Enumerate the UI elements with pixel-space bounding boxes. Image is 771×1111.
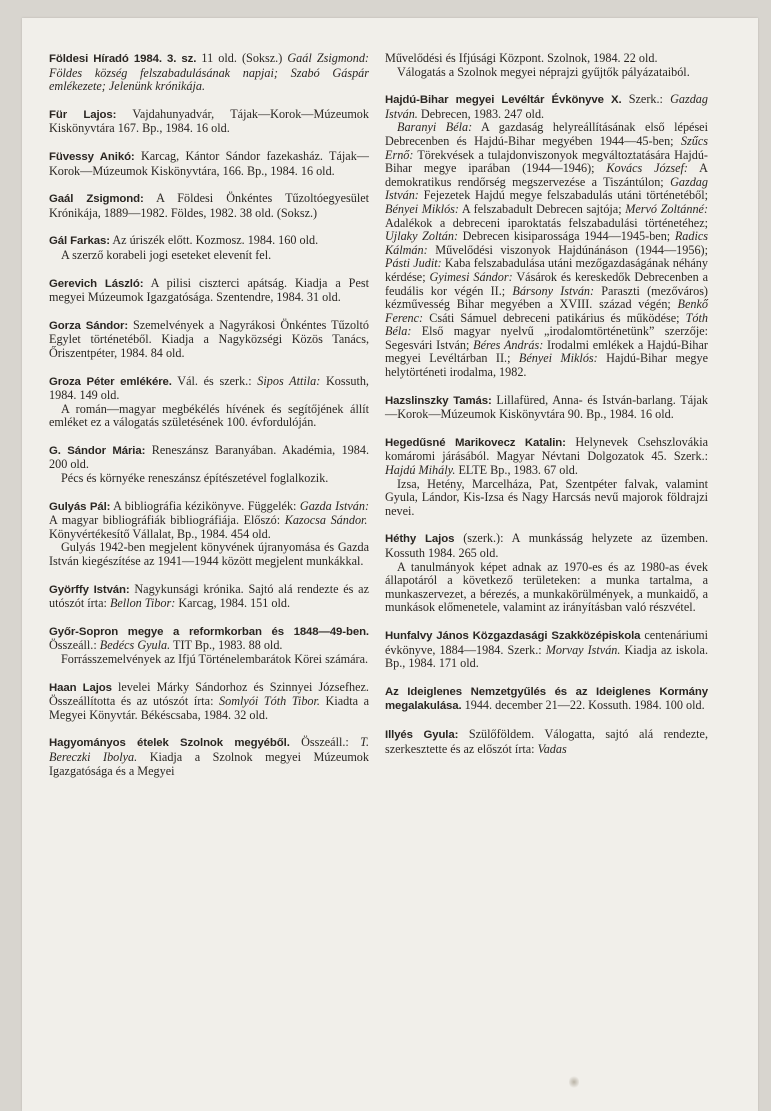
italic-text: T. Bereczki Ibolya. (49, 735, 369, 764)
entry-citation (49, 277, 369, 305)
entry-citation (49, 736, 369, 778)
bibliography-entry (49, 277, 369, 305)
entry-citation (49, 500, 369, 542)
entry-text: Lillafüred, Anna- és István-barlang. Tájak—Korok—Múzeumok Kiskönyvtára 90. Bp., 1984. 16 old. (385, 392, 708, 422)
entry-citation (49, 192, 369, 220)
entry-heading: Füvessy Anikó: (49, 150, 135, 163)
entry-citation (385, 52, 708, 66)
italic-text: Pásti Judit: (385, 256, 442, 271)
entry-heading: Hazslinszky Tamás: (385, 394, 492, 407)
entry-text: centenáriumi évkönyve, 1884—1984. Szerk.: (385, 627, 708, 657)
italic-text: Tóth Béla: (385, 310, 708, 339)
entry-heading: Groza Péter emlékére. (49, 375, 172, 388)
entry-text: ELTE Bp., 1983. 67 old. (455, 463, 578, 478)
bibliography-entry (49, 192, 369, 220)
bibliography-entry (49, 583, 369, 611)
entry-text: Könyvértékesítő Vállalat, Bp., 1984. 454 old. (49, 526, 271, 541)
entry-text: Debrecen kisiparossága 1944—1945-ben; (458, 229, 675, 244)
italic-text: Szűcs Ernő: (385, 133, 708, 162)
entry-annotation: A román—magyar megbékélés hívének és segítőjének állít emléket ez a válogatás születésének 100. évfordulóján. (49, 401, 369, 430)
entry-text: Paraszti (mezőváros) kézművesség Bihar megyében a XVIII. század végén; (385, 283, 708, 312)
italic-text: Vadas (537, 741, 567, 756)
italic-text: Kazocsa Sándor. (284, 513, 368, 528)
entry-citation (49, 319, 369, 361)
entry-heading: Gerevich László: (49, 277, 144, 290)
entry-heading: Hegedűsné Marikovecz Katalin: (385, 436, 566, 449)
italic-text: Sipos Attila: (257, 373, 321, 388)
italic-text: Hajdú Mihály. (385, 463, 456, 478)
entry-text: A felszabadult Debrecen sajtója; (458, 201, 626, 216)
entry-text: 1944. december 21—22. Kossuth. 1984. 100 old. (461, 698, 705, 713)
entry-text: Törekvések a tulajdonviszonyok megváltoztatására Hajdú-Bihar megye iparában (1944—1946); (385, 147, 708, 176)
entry-citation (49, 52, 369, 94)
entry-heading: Hajdú-Bihar megyei Levéltár Évkönyve X. (385, 94, 622, 107)
italic-text: Gazdag István: (385, 174, 708, 203)
italic-text: Gyimesi Sándor: (429, 269, 513, 284)
entry-annotation: A szerző korabeli jogi eseteket elevenít fel. (61, 247, 272, 262)
entry-text: Szerk.: (621, 92, 671, 107)
bibliography-entry (49, 52, 369, 94)
entry-text: Első magyar nyelvű „irodalomtörténetünk” szerzője: Segesvári István; (385, 324, 708, 352)
entry-text: Vásárok és kereskedők Debrecenben a feudális kor végén II.; (385, 269, 709, 298)
entry-text: Helynevek Csehszlovákia komáromi járásából. Magyar Névtani Dolgozatok 45. Szerk.: (385, 434, 708, 464)
entry-text: (szerk.): A munkásság helyzete az üzemben. Kossuth 1984. 265 old. (385, 531, 708, 560)
entry-text: Szülőföldem. Válogatta, sajtó alá rendezte, szerkesztette és az előszót írta: (385, 726, 708, 756)
entry-heading: Héthy Lajos (385, 533, 455, 546)
entry-text: Reneszánsz Baranyában. Akadémia, 1984. 200 old. (49, 442, 369, 472)
italic-text: Kovács József: (606, 161, 688, 176)
right-column (385, 52, 708, 770)
entry-citation (49, 583, 369, 611)
entry-citation (385, 629, 708, 671)
bibliography-entry (49, 375, 369, 430)
entry-heading: Hunfalvy János Közgazdasági Szakközépiskola (385, 629, 641, 642)
entry-citation (385, 685, 708, 714)
entry-text: levelei Márky Sándorhoz és Szinnyei Józsefhez. Összeállította és az utószót írta: (49, 679, 369, 709)
entry-citation (49, 625, 369, 653)
entry-text: Karcag, Kántor Sándor fazekasház. Tájak—Korok—Múzeumok Kiskönyvtára, 166. Bp., 1984. 16 old. (49, 148, 369, 178)
italic-text: Gaál Zsigmond: (287, 51, 369, 65)
entry-heading: Gál Farkas: (49, 235, 110, 248)
entry-heading: Az Ideiglenes Nemzetgyűlés és az Ideiglenes Kormány megalakulása. (385, 685, 708, 713)
italic-text: Morvay István. (545, 642, 621, 657)
entry-annotation: Válogatás a Szolnok megyei néprajzi gyűjtők pályázataiból. (397, 64, 690, 79)
entry-text: A bibliográfia kézikönyve. Függelék: (110, 498, 300, 513)
bibliography-entry (49, 500, 369, 569)
entry-text: Adalékok a debreceni iparoktatás felszabadulási történetéhez; (385, 215, 708, 230)
entry-heading: Haan Lajos (49, 681, 112, 694)
entry-text: Fejezetek Hajdú megye felszabadulás utáni történetéből; (418, 188, 708, 203)
entry-annotation: A tanulmányok képet adnak az 1970-es és az 1980-as évek állapotáról a következő területeken: a munka tartalma, a munkaszervezet, a bérezés, a munkakörülmények, a munkaidő, a munkások előmenetele, valamint az irányításban való részvétel. (385, 559, 708, 615)
entry-citation (49, 150, 369, 178)
entry-citation (49, 681, 369, 723)
italic-text: Bársony István: (512, 283, 595, 298)
italic-text: Gazdag István. (385, 92, 708, 121)
entry-text: Hajdú-Bihar megye helytörténeti irodalma, 1982. (385, 351, 708, 380)
bibliography-entry (49, 625, 369, 667)
entry-text: Vál. és szerk.: (171, 373, 258, 388)
bibliography-entry (385, 436, 708, 519)
entry-heading: Gulyás Pál: (49, 500, 111, 513)
italic-text: Béres András: (473, 337, 544, 352)
book-page (22, 18, 758, 1111)
bibliography-entry (49, 150, 369, 178)
entry-text: A pilisi ciszterci apátság. Kiadja a Pest megyei Múzeumok Igazgatósága. Szentendre, 1984. 31 old. (49, 275, 369, 305)
italic-text: Somlyói Tóth Tibor. (219, 694, 320, 709)
entry-annotation: Pécs és környéke reneszánsz építészetével foglalkozik. (61, 471, 329, 486)
entry-citation (385, 394, 708, 422)
entry-text: A gazdaság helyreállításának első lépései Debrecenben és Hajdú-Bihar megyében 1944—45-ben; (385, 120, 708, 148)
entry-citation (385, 532, 708, 560)
entry-annotation: Izsa, Hetény, Marcelháza, Pat, Szentpéter falvak, valamint Gyula, Lándor, Kis-Izsa és Nagy Harcsás nevű majorok földrajzi nevei. (385, 476, 708, 518)
entry-citation (49, 444, 369, 472)
bibliography-entry (385, 629, 708, 671)
italic-text: Baranyi Béla: (397, 120, 473, 135)
entry-heading: Illyés Gyula: (385, 728, 459, 741)
entry-citation (49, 108, 369, 136)
bibliography-entry (49, 108, 369, 136)
bibliography-entry (385, 93, 708, 379)
entry-heading: Gaál Zsigmond: (49, 193, 144, 206)
entry-citation (385, 93, 708, 121)
italic-text: Radics Kálmán: (385, 229, 708, 257)
italic-text: Benkő Ferenc: (385, 297, 708, 325)
bibliography-entry (385, 728, 708, 756)
entry-text: Az úriszék előtt. Kozmosz. 1984. 160 old. (109, 233, 319, 248)
entry-heading: Gorza Sándor: (49, 319, 129, 332)
entry-text: Szemelvények a Nagyrákosi Önkéntes Tűzoltó Egylet történetéből. Kiadja a Nagyközségi Közös Tanács, Őriszentpéter, 1984. 84 old. (49, 317, 369, 360)
italic-text: Bellon Tibor: (109, 596, 176, 611)
entry-text: Kiadta a Megyei Könyvtár. Békéscsaba, 1984. 32 old. (49, 694, 370, 722)
bibliography-entry (49, 234, 369, 262)
entry-text: A magyar bibliográfiák bibliográfiája. Előszó: (49, 513, 285, 528)
entry-heading: Für Lajos: (49, 108, 117, 121)
entry-heading: Földesi Híradó 1984. 3. sz. (49, 53, 197, 65)
entry-text: TIT Bp., 1983. 88 old. (170, 638, 283, 653)
entry-text: Kossuth, 1984. 149 old. (49, 373, 369, 403)
italic-text: Bedécs Gyula. (99, 638, 171, 653)
bibliography-entry (385, 685, 708, 714)
entry-text: Karcag, 1984. 151 old. (175, 596, 291, 611)
bibliography-entry (385, 532, 708, 615)
entry-citation (49, 234, 369, 249)
left-column (49, 52, 369, 792)
entry-text: Művelődési és Ifjúsági Központ. Szolnok, 1984. 22 old. (385, 51, 658, 65)
entry-citation (49, 375, 369, 403)
bibliography-entry (49, 444, 369, 486)
entry-citation (385, 436, 708, 478)
italic-text: Ujlaky Zoltán: (385, 229, 458, 244)
entry-contents (385, 121, 708, 379)
entry-text: Csáti Sámuel debreceni patikárius és működése; (423, 310, 686, 325)
entry-text: Vajdahunyadvár, Tájak—Korok—Múzeumok Kiskönyvtára 167. Bp., 1984. 16 old. (49, 106, 369, 136)
italic-text: Gazda István: (299, 498, 370, 513)
italic-text: Bényei Miklós: (518, 351, 598, 366)
entry-text: Kaba felszabadulása utáni mezőgazdaságának néhány kérdése; (385, 256, 708, 284)
bibliography-entry (385, 52, 708, 79)
print-smudge (569, 1075, 579, 1089)
entry-text: Irodalmi emlékek a Hajdú-Bihar megyei Levéltárban II.; (385, 337, 708, 366)
entry-text: A demokratikus rendőrség megszervezése a Tiszántúlon; (385, 161, 708, 189)
entry-text: Művelődési viszonyok Hajdúnánáson (1944—1956); (427, 242, 708, 257)
entry-annotation: Forrásszemelvények az Ifjú Történelembarátok Körei számára. (61, 652, 369, 666)
bibliography-entry (49, 736, 369, 778)
entry-text: Nagykunsági krónika. Sajtó alá rendezte és az utószót írta: (49, 581, 370, 611)
bibliography-entry (49, 319, 369, 361)
italic-text: Mervó Zoltánné: (625, 201, 709, 216)
italic-text: Bényei Miklós: (385, 201, 459, 216)
entry-heading: Győr-Sopron megye a reformkorban és 1848—49-ben. (49, 625, 369, 638)
entry-text: 11 old. (Soksz.) (196, 51, 288, 65)
entry-heading: G. Sándor Mária: (49, 444, 146, 457)
entry-text: A Földesi Önkéntes Tűzoltóegyesület Krónikája, 1889—1982. Földes, 1982. 38 old. (Soksz.) (49, 191, 369, 220)
entry-text: Kiadja a Szolnok megyei Múzeumok Igazgatósága és a Megyei (49, 749, 369, 778)
entry-text: Összeáll.: (49, 638, 100, 653)
entry-text: Debrecen, 1983. 247 old. (417, 106, 545, 121)
entry-text: Összeáll.: (289, 735, 361, 750)
entry-citation (385, 728, 708, 756)
entry-heading: Hagyományos ételek Szolnok megyéből. (49, 737, 290, 750)
bibliography-entry (385, 394, 708, 422)
bibliography-entry (49, 681, 369, 723)
entry-text: Kiadja az iskola. Bp., 1984. 171 old. (385, 642, 708, 671)
italic-text: Földes község felszabadulásának napjai; Szabó Gáspár emlékezete; Jelenünk krónikája. (49, 65, 369, 94)
entry-heading: Györffy István: (49, 583, 130, 596)
entry-annotation: Gulyás 1942-ben megjelent könyvének újranyomása és Gazda István kiegészítése az 1941—1944 között megjelent munkákkal. (49, 540, 369, 569)
